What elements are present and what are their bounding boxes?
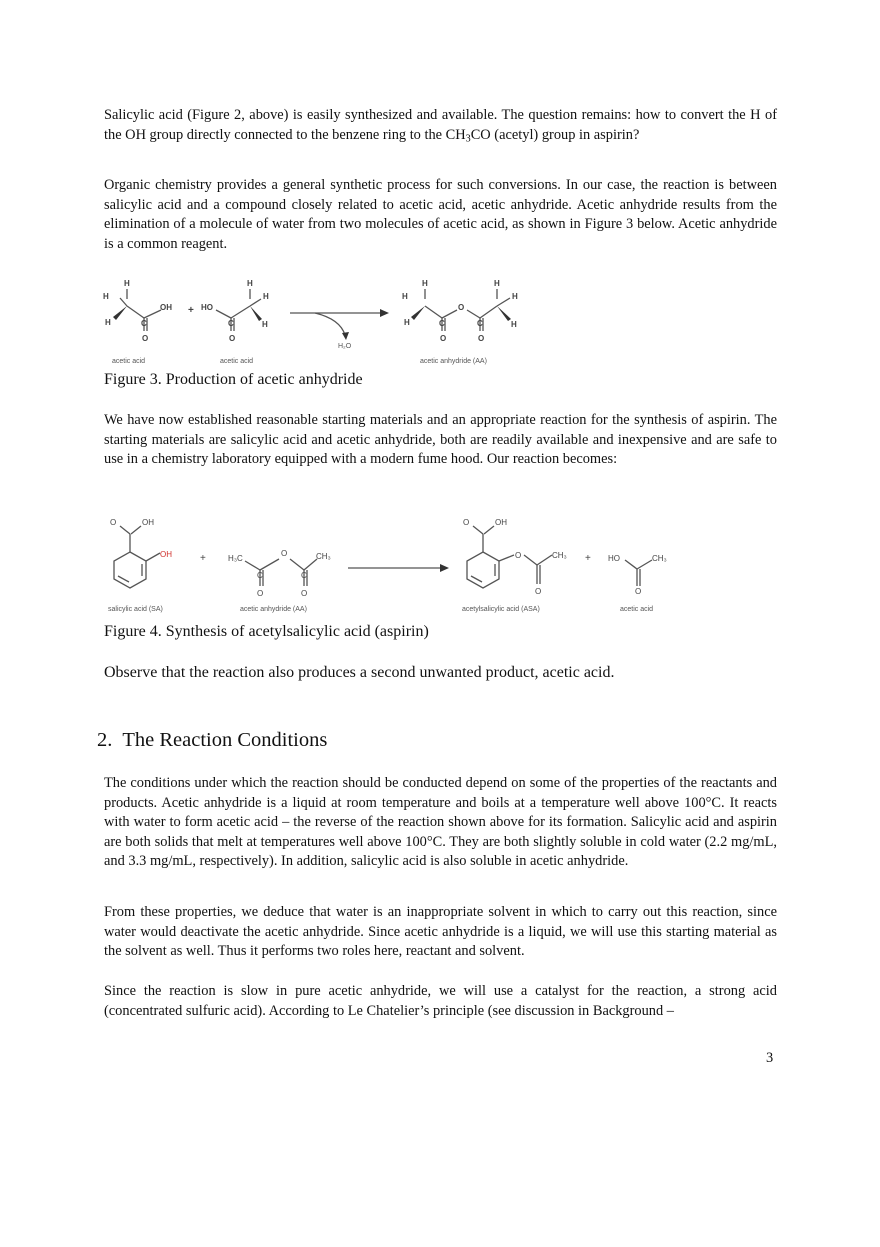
atom-label: H bbox=[511, 320, 517, 329]
atom-label: O bbox=[229, 334, 236, 343]
atom-label: CH₃ bbox=[316, 552, 331, 561]
paragraph-unwanted-product: Observe that the reaction also produces a second unwanted product, acetic acid. bbox=[104, 664, 615, 681]
atom-label: O bbox=[301, 589, 308, 598]
paragraph-solvent-choice: From these properties, we deduce that water is an inappropriate solvent in which to carry out this reaction, since water would deactivate the acetic anhydride. Since acetic anhydride is a liquid, we will use this starting material as the solvent as well. Thus it performs two roles here, reactant and solvent. bbox=[104, 904, 777, 960]
aspirin-synthesis-scheme bbox=[100, 512, 680, 618]
atom-label: HO bbox=[201, 303, 213, 312]
paragraph-salicylic-intro bbox=[104, 106, 777, 145]
subscript: 3 bbox=[465, 133, 471, 145]
atom-label: H bbox=[262, 320, 268, 329]
atom-label: OH bbox=[142, 518, 154, 527]
atom-label: C bbox=[301, 571, 307, 580]
atom-label: O bbox=[281, 549, 288, 558]
atom-label: OH bbox=[495, 518, 507, 527]
figure-3-diagram bbox=[100, 277, 540, 369]
atom-label: H bbox=[263, 292, 269, 301]
atom-label: OH bbox=[160, 303, 172, 312]
structure-label: acetic acid bbox=[112, 358, 146, 365]
atom-label: H bbox=[105, 318, 111, 327]
atom-label: H bbox=[103, 292, 109, 301]
paragraph-text: Salicylic acid (Figure 2, above) is easily synthesized and available. The question remains: how to convert the H of the OH group directly connected to the benzene ring to the CH bbox=[104, 107, 777, 143]
atom-label: O bbox=[463, 518, 470, 527]
structure-label: acetic anhydride (AA) bbox=[240, 606, 307, 613]
atom-label: O bbox=[535, 587, 542, 596]
atom-label: H bbox=[404, 318, 410, 327]
figure-3-caption: Figure 3. Production of acetic anhydride bbox=[104, 371, 363, 388]
paragraph-organic-chemistry: Organic chemistry provides a general synthetic process for such conversions. In our case, the reaction is between salicylic acid and a compound closely related to acetic acid, acetic anhydride. Acetic anhydride results from the elimination of a molecule of water from two molecules of acetic acid, as shown in Figure 3 below. Acetic anhydride is a common reagent. bbox=[104, 177, 777, 252]
section-heading bbox=[97, 729, 327, 752]
paragraph-catalyst: Since the reaction is slow in pure acetic anhydride, we will use a catalyst for the reaction, a strong acid (concentrated sulfuric acid). According to Le Chatelier’s principle (see discussion in Background – bbox=[104, 983, 777, 1019]
figure-4-caption: Figure 4. Synthesis of acetylsalicylic acid (aspirin) bbox=[104, 623, 429, 640]
plus-sign: + bbox=[585, 553, 591, 564]
paragraph-reaction-conditions: The conditions under which the reaction should be conducted depend on some of the properties of the reactants and products. Acetic anhydride is a liquid at room temperature and boils at a temperature well above 100°C. It reacts with water to form acetic acid – the reverse of the reaction shown above for its formation. Salicylic acid and aspirin are both solids that melt at temperatures well above 100°C. They are both slightly soluble in cold water (2.2 mg/mL, and 3.3 mg/mL, respectively). In addition, salicylic acid is also soluble in acetic anhydride. bbox=[104, 775, 777, 870]
atom-label: H bbox=[402, 292, 408, 301]
atom-label: H bbox=[247, 279, 253, 288]
structure-label: acetic acid bbox=[220, 358, 254, 365]
atom-label: H bbox=[494, 279, 500, 288]
structure-label: salicylic acid (SA) bbox=[108, 606, 163, 613]
plus-sign: + bbox=[188, 305, 194, 316]
section-number: 2. bbox=[97, 729, 113, 751]
paragraph-starting-materials: We have now established reasonable starting materials and an appropriate reaction for the synthesis of aspirin. The starting materials are salicylic acid and acetic anhydride, both are readily available and inexpensive and are safe to use in a chemistry laboratory equipped with a modern fume hood. Our reaction becomes: bbox=[104, 412, 777, 468]
atom-label: O bbox=[110, 518, 117, 527]
structure-label: acetic anhydride (AA) bbox=[420, 358, 487, 365]
acetic-anhydride-reaction-scheme bbox=[100, 277, 540, 369]
figure-4-diagram bbox=[100, 512, 680, 618]
structure-label: acetylsalicylic acid (ASA) bbox=[462, 606, 540, 613]
section-title: The Reaction Conditions bbox=[122, 729, 328, 751]
atom-label: H₃C bbox=[228, 554, 243, 563]
atom-label: C bbox=[141, 319, 147, 328]
structure-label: acetic acid bbox=[620, 606, 654, 613]
atom-label: O bbox=[515, 551, 522, 560]
atom-label: H bbox=[422, 279, 428, 288]
atom-label: O bbox=[142, 334, 149, 343]
atom-label: O bbox=[440, 334, 447, 343]
hydroxyl-highlight-label: OH bbox=[160, 550, 172, 559]
atom-label: H bbox=[124, 279, 130, 288]
atom-label: H bbox=[512, 292, 518, 301]
atom-label: CH₃ bbox=[652, 554, 667, 563]
atom-label: HO bbox=[608, 554, 620, 563]
atom-label: C bbox=[257, 571, 263, 580]
atom-label: C bbox=[439, 319, 445, 328]
atom-label: CH₃ bbox=[552, 551, 567, 560]
paragraph-text: CO (acetyl) group in aspirin? bbox=[470, 126, 640, 143]
atom-label: C bbox=[477, 319, 483, 328]
atom-label: C bbox=[228, 319, 234, 328]
atom-label: O bbox=[478, 334, 485, 343]
atom-label: O bbox=[635, 587, 642, 596]
plus-sign: + bbox=[200, 553, 206, 564]
atom-label: O bbox=[458, 303, 465, 312]
water-label: H₂O bbox=[338, 343, 352, 350]
atom-label: O bbox=[257, 589, 264, 598]
page-number: 3 bbox=[766, 1050, 774, 1066]
